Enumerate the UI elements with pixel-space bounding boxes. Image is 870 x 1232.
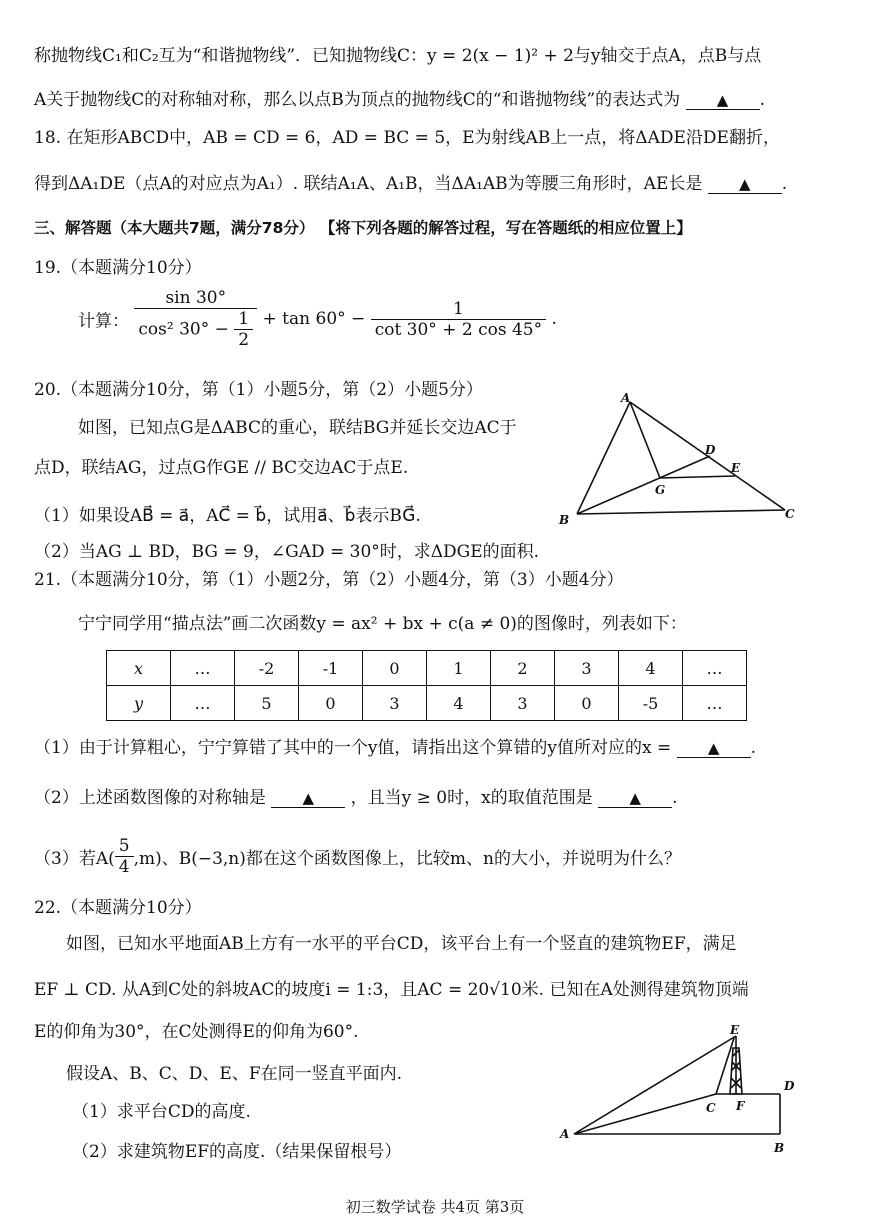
section-3-heading: 三、解答题（本大题共7题，满分78分） 【将下列各题的解答过程，写在答题纸的相应位置上】 (34, 219, 692, 237)
table-cell: … (171, 686, 235, 721)
table-cell: 1 (427, 651, 491, 686)
label-F: F (736, 1099, 745, 1113)
table-cell: 0 (299, 686, 363, 721)
q22-text-1: 如图，已知水平地面AB上方有一水平的平台CD，该平台上有一个竖直的建筑物EF，满足 (66, 934, 737, 954)
q22-text-3: E的仰角为30°，在C处测得E的仰角为60°. (34, 1022, 359, 1042)
q22-text-2: EF ⊥ CD. 从A到C处的斜坡AC的坡度i = 1:3，且AC = 20√10米. 已知在A处测得建筑物顶端 (34, 980, 749, 1000)
q20-text-2: 点D，联结AG，过点G作GE // BC交边AC于点E. (34, 458, 409, 478)
label-C: C (706, 1101, 716, 1115)
side-AB (577, 402, 630, 514)
table-cell: y (107, 686, 171, 721)
q20-triangle-figure (555, 390, 795, 530)
label-C: C (785, 507, 795, 521)
label-E: E (730, 1023, 740, 1037)
q20-text-1: 如图，已知点G是ΔABC的重心，联结BG并延长交边AC于 (78, 418, 517, 438)
q18-line1: 18. 在矩形ABCD中，AB = CD = 6，AD = BC = 5，E为射线AB上一点，将ΔADE沿DE翻折， (34, 128, 780, 148)
table-row-y (107, 686, 747, 721)
q22-part-1: （1）求平台CD的高度. (72, 1102, 251, 1122)
q22-building-figure (558, 1020, 818, 1170)
sightline-AE (574, 1036, 736, 1134)
table-cell: 0 (555, 686, 619, 721)
label-G: G (655, 483, 666, 497)
q19-expression: 计算： sin 30° cos² 30° − $\frac{1}{2}$ + tan 60° − $\frac{1}{\cot 30^\circ + 2 \cos 45^\circ}$ . (78, 288, 557, 350)
q17-line2: A关于抛物线C的对称轴对称，那么以点B为顶点的抛物线C的“和谐抛物线”的表达式为 ▲ . (34, 90, 765, 110)
table-cell: 4 (619, 651, 683, 686)
slope-AC (574, 1094, 716, 1134)
table-cell: 0 (363, 651, 427, 686)
q20-heading: 20.（本题满分10分，第（1）小题5分，第（2）小题5分） (34, 380, 483, 400)
q22-text-4: 假设A、B、C、D、E、F在同一竖直平面内. (66, 1064, 403, 1084)
table-cell: … (683, 686, 747, 721)
label-B: B (774, 1141, 785, 1155)
label-D: D (705, 443, 716, 457)
table-cell: 4 (427, 686, 491, 721)
table-cell: x (107, 651, 171, 686)
answer-blank[interactable]: ▲ (677, 739, 751, 758)
q21-part-1: （1）由于计算粗心，宁宁算错了其中的一个y值，请指出这个算错的y值所对应的x = ▲ . (34, 738, 757, 758)
label-B: B (559, 513, 570, 527)
q19-half: $\frac{1}{2}$ (234, 309, 253, 350)
value-table (106, 650, 747, 721)
answer-blank[interactable]: ▲ (686, 91, 760, 110)
answer-blank[interactable]: ▲ (708, 175, 782, 194)
q21-part-3: （3）若A( $\frac{5}{4}$ ,m)、B(−3,n)都在这个函数图像上，比较m、n的大小，并说明为什么？ (34, 836, 681, 877)
table-cell: 3 (363, 686, 427, 721)
page-footer: 初三数学试卷 共4页 第3页 (345, 1198, 525, 1216)
side-BC (577, 510, 785, 514)
table-cell: -1 (299, 651, 363, 686)
table-cell: 3 (491, 686, 555, 721)
q18-line2: 得到ΔA₁DE（点A的对应点为A₁）. 联结A₁A、A₁B，当ΔA₁AB为等腰三角形时，AE长是 ▲ . (34, 174, 788, 194)
q21-heading: 21.（本题满分10分，第（1）小题2分，第（2）小题4分，第（3）小题4分） (34, 570, 624, 590)
q19-fraction-2: $\frac{1}{\cot 30^\circ + 2 \cos 45^\circ}$ (371, 299, 546, 340)
segment-BD (577, 456, 710, 514)
table-cell: -5 (619, 686, 683, 721)
table-cell: -2 (235, 651, 299, 686)
segment-GE (660, 476, 735, 478)
q20-part-2: （2）当AG ⊥ BD，BG = 9，∠GAD = 30°时，求ΔDGE的面积. (34, 542, 540, 562)
q21-fraction: $\frac{5}{4}$ (115, 836, 134, 877)
table-cell: … (683, 651, 747, 686)
q20-part-1: （1）如果设AB⃗ = a⃗，AC⃗ = b⃗，试用a⃗、b⃗表示BG⃗. (34, 506, 421, 526)
label-D: D (784, 1079, 795, 1093)
label-E: E (731, 461, 741, 475)
label-A: A (621, 391, 631, 405)
answer-blank[interactable]: ▲ (271, 789, 345, 808)
answer-blank[interactable]: ▲ (598, 789, 672, 808)
table-cell: … (171, 651, 235, 686)
q21-part-2: （2）上述函数图像的对称轴是 ▲ ，且当y ≥ 0时，x的取值范围是 ▲ . (34, 788, 678, 808)
table-row-x (107, 651, 747, 686)
table-cell: 2 (491, 651, 555, 686)
q17-line1: 称抛物线C₁和C₂互为“和谐抛物线”．已知抛物线C：y = 2(x − 1)² + 2与y轴交于点A，点B与点 (34, 46, 762, 66)
label-A: A (560, 1127, 570, 1141)
table-cell: 5 (235, 686, 299, 721)
q21-text: 宁宁同学用“描点法”画二次函数y = ax² + bx + c(a ≠ 0)的图像时，列表如下： (78, 614, 687, 634)
q19-fraction-1: sin 30° cos² 30° − $\frac{1}{2}$ (134, 288, 257, 350)
q19-heading: 19.（本题满分10分） (34, 258, 202, 278)
q22-part-2: （2）求建筑物EF的高度.（结果保留根号） (72, 1142, 402, 1162)
table-cell: 3 (555, 651, 619, 686)
q22-heading: 22.（本题满分10分） (34, 898, 202, 918)
